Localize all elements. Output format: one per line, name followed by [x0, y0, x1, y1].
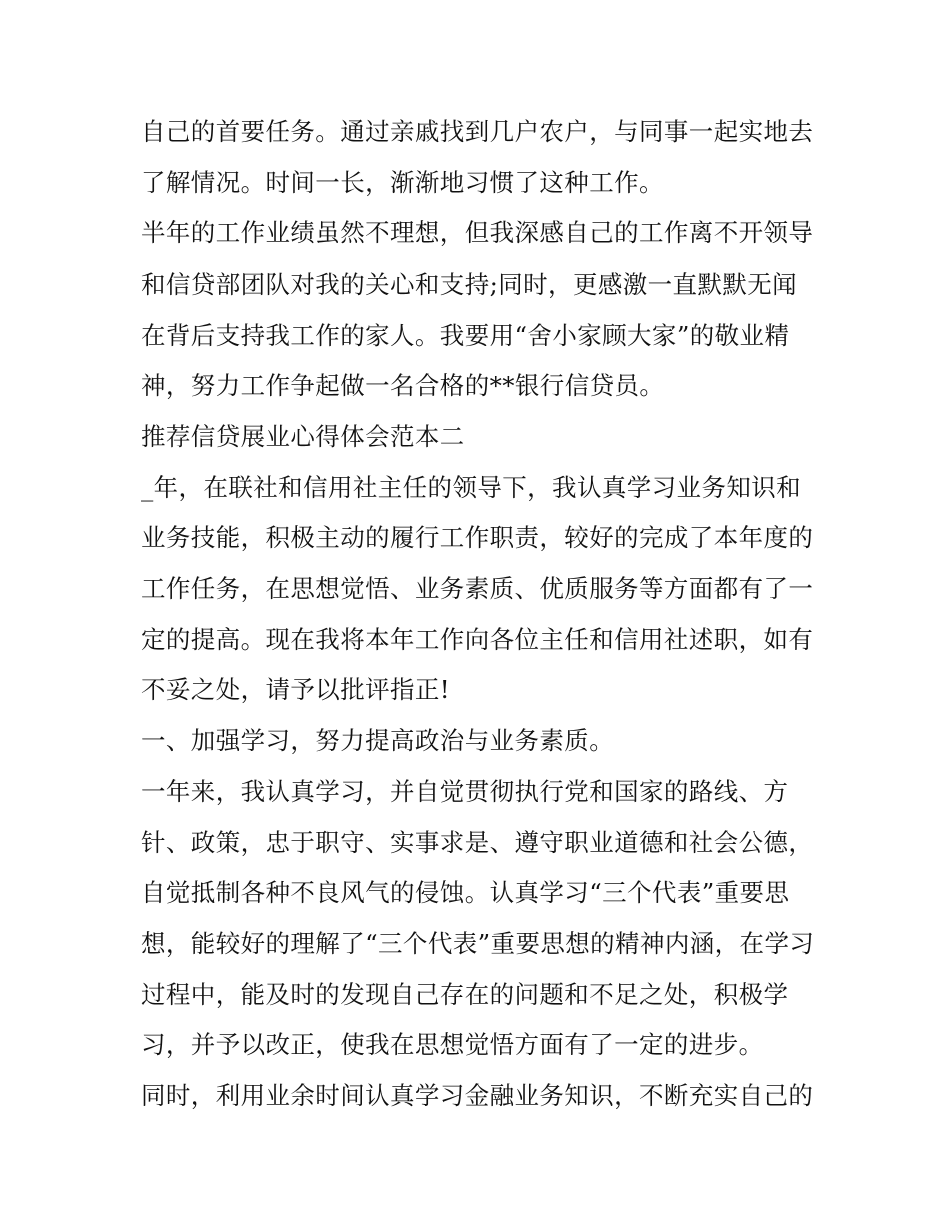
text-line: 和信贷部团队对我的关心和支持;同时，更感激一直默默无闻 [141, 270, 798, 299]
text-line: 自觉抵制各种不良风气的侵蚀。认真学习“三个代表”重要思 [141, 878, 790, 907]
text-line: 工作任务，在思想觉悟、业务素质、优质服务等方面都有了一 [141, 574, 814, 603]
text-line: 在背后支持我工作的家人。我要用“舍小家顾大家”的敬业精 [141, 321, 790, 350]
text-line: 半年的工作业绩虽然不理想，但我深感自己的工作离不开领导 [141, 218, 814, 247]
text-line: 业务技能，积极主动的履行工作职责，较好的完成了本年度的 [141, 523, 814, 552]
text-line: 过程中，能及时的发现自己存在的问题和不足之处，积极学 [141, 980, 789, 1009]
text-line: 神，努力工作争起做一名合格的**银行信贷员。 [141, 371, 665, 400]
text-line: 想，能较好的理解了“三个代表”重要思想的精神内涵，在学习 [141, 929, 815, 958]
text-line: 同时，利用业余时间认真学习金融业务知识，不断充实自己的 [141, 1081, 814, 1110]
text-line: 一年来，我认真学习，并自觉贯彻执行党和国家的路线、方 [141, 777, 789, 806]
section-heading: 推荐信贷展业心得体会范本二 [141, 422, 465, 451]
text-line: 自己的首要任务。通过亲戚找到几户农户，与同事一起实地去 [141, 117, 814, 146]
text-line: 针、政策，忠于职守、实事求是、遵守职业道德和社会公德， [141, 828, 814, 857]
text-line: 定的提高。现在我将本年工作向各位主任和信用社述职，如有 [141, 625, 814, 654]
text-line: 不妥之处，请予以批评指正! [141, 675, 451, 704]
text-line: 了解情况。时间一长，渐渐地习惯了这种工作。 [141, 168, 664, 197]
text-line: 习，并予以改正，使我在思想觉悟方面有了一定的进步。 [141, 1030, 764, 1059]
text-line: _年，在联社和信用社主任的领导下，我认真学习业务知识和 [141, 473, 802, 502]
section-heading: 一、加强学习，努力提高政治与业务素质。 [141, 726, 615, 755]
